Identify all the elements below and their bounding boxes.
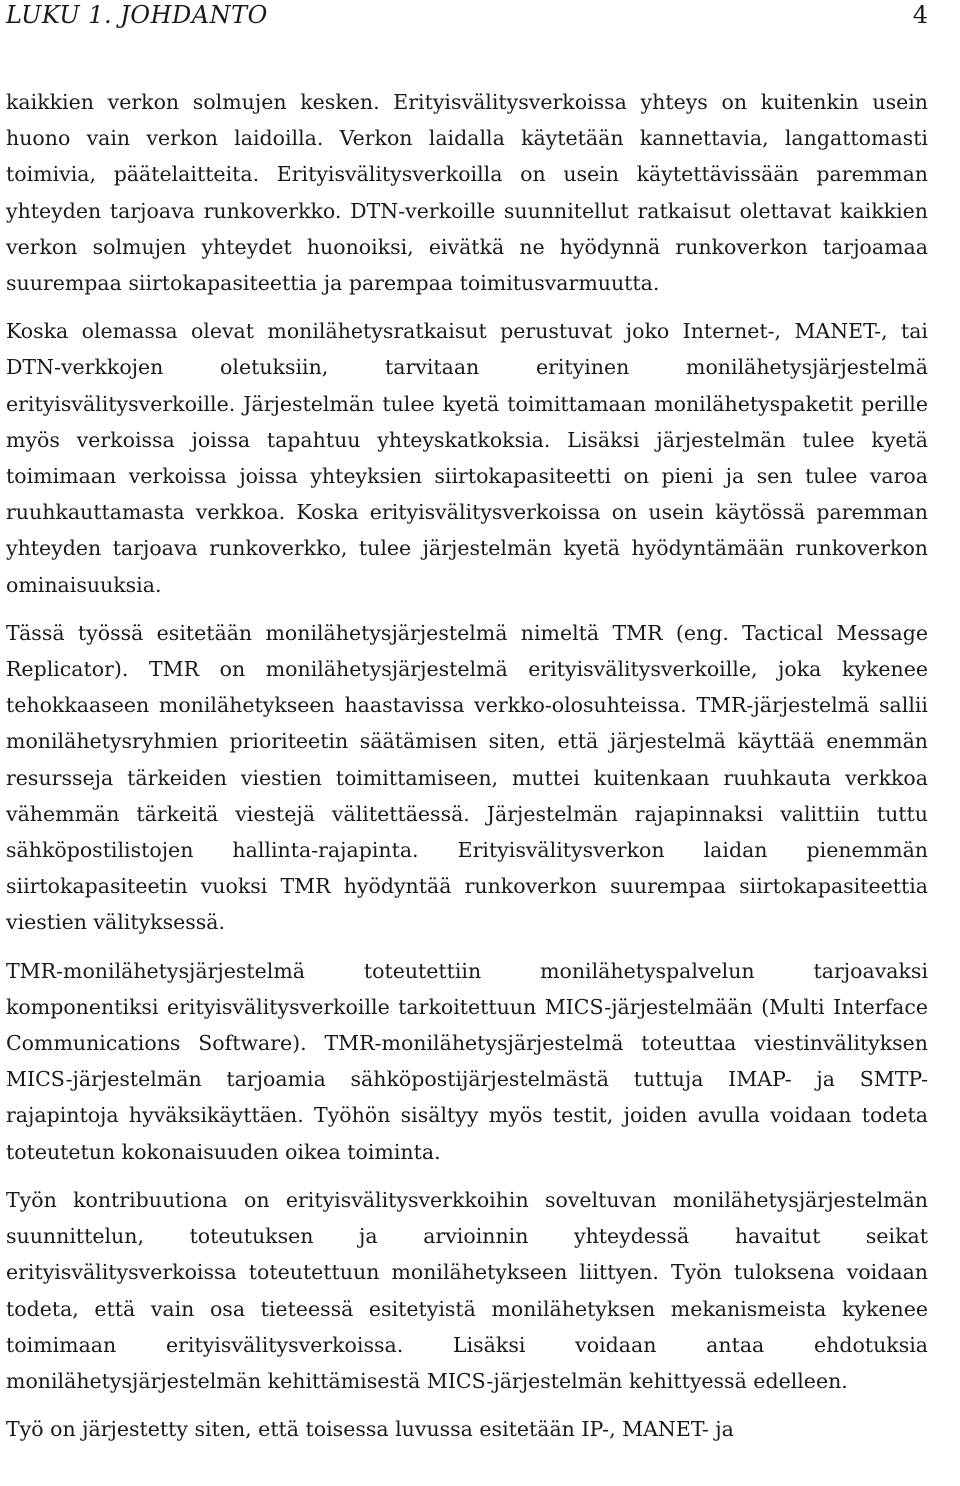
- paragraph: Työ on järjestetty siten, että toisessa luvussa esitetään IP-, MANET- ja: [6, 1417, 734, 1442]
- running-header: [6, 0, 928, 34]
- chapter-title: LUKU 1. JOHDANTO: [6, 1, 268, 29]
- paragraph: TMR-monilähetysjärjestelmä toteutettiin monilähetyspalvelun tarjoavaksi komponentiksi erityisvälitysverkoille tarkoitettuun MICS-järjestelmään (Multi Interface Communications Software). TMR-monilähetysjärjestelmä toteuttaa viestinvälityksen MICS-järjestelmän tarjoamia sähköpostijärjestelmästä tuttuja IMAP- ja SMTP-rajapintoja hyväksikäyttäen. Työhön sisältyy myös testit, joiden avulla voidaan todeta toteutetun kokonaisuuden oikea toiminta.: [6, 958, 928, 1164]
- page-number: 4: [912, 1, 928, 29]
- body-text: [6, 84, 928, 1459]
- paragraph: Koska olemassa olevat monilähetysratkaisut perustuvat joko Internet-, MANET-, tai DTN-verkkojen oletuksiin, tarvitaan erityinen monilähetysjärjestelmä erityisvälitysverkoille. Järjestelmän tulee kyetä toimittamaan monilähetyspaketit perille myös verkoissa joissa tapahtuu yhteyskatkoksia. Lisäksi järjestelmän tulee kyetä toimimaan verkoissa joissa yhteyksien siirtokapasiteetti on pieni ja sen tulee varoa ruuhkauttamasta verkkoa. Koska erityisvälitysverkoissa on usein käytössä paremman yhteyden tarjoava runkoverkko, tulee järjestelmän kyetä hyödyntämään runkoverkon ominaisuuksia.: [6, 319, 928, 597]
- paragraph: Tässä työssä esitetään monilähetysjärjestelmä nimeltä TMR (eng. Tactical Message Replicator). TMR on monilähetysjärjestelmä erityisvälitysverkoille, joka kykenee tehokkaaseen monilähetykseen haastavissa verkko-olosuhteissa. TMR-järjestelmä sallii monilähetysryhmien prioriteetin säätämisen siten, että järjestelmä käyttää enemmän resursseja tärkeiden viestien toimittamiseen, muttei kuitenkaan ruuhkauta verkkoa vähemmän tärkeitä viestejä välitettäessä. Järjestelmän rajapinnaksi valittiin tuttu sähköpostilistojen hallinta-rajapinta. Erityisvälitysverkon laidan pienemmän siirtokapasiteetin vuoksi TMR hyödyntää runkoverkon suurempaa siirtokapasiteettia viestien välityksessä.: [6, 620, 928, 935]
- paragraph: Työn kontribuutiona on erityisvälitysverkkoihin soveltuvan monilähetysjärjestelmän suunnittelun, toteutuksen ja arvioinnin yhteydessä havaitut seikat erityisvälitysverkoissa toteutettuun monilähetykseen liittyen. Työn tuloksena voidaan todeta, että vain osa tieteessä esitetyistä monilähetyksen mekanismeista kykenee toimimaan erityisvälitysverkoissa. Lisäksi voidaan antaa ehdotuksia monilähetysjärjestelmän kehittämisestä MICS-järjestelmän kehittyessä edelleen.: [6, 1187, 928, 1393]
- paragraph: kaikkien verkon solmujen kesken. Erityisvälitysverkoissa yhteys on kuitenkin usein huono vain verkon laidoilla. Verkon laidalla käytetään kannettavia, langattomasti toimivia, päätelaitteita. Erityisvälitysverkoilla on usein käytettävissään paremman yhteyden tarjoava runkoverkko. DTN-verkoille suunnitellut ratkaisut olettavat kaikkien verkon solmujen yhteydet huonoiksi, eivätkä ne hyödynnä runkoverkon tarjoamaa suurempaa siirtokapasiteettia ja parempaa toimitusvarmuutta.: [6, 90, 928, 296]
